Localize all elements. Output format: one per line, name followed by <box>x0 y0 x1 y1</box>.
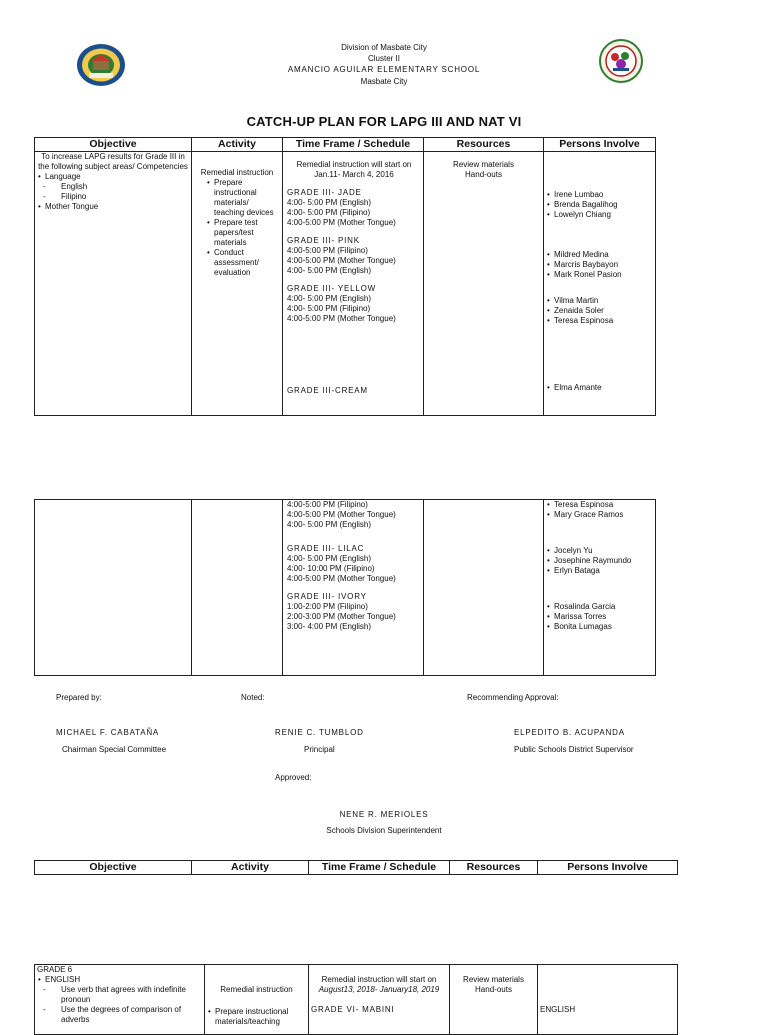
objective-cell <box>35 152 192 416</box>
schedule-line: 4:00-5:00 PM (Filipino) <box>287 246 368 255</box>
schedule-line: 4:00-5:00 PM (Mother Tongue) <box>287 218 396 227</box>
recommending-name: ELPEDITO B. ACUPANDA <box>514 728 625 737</box>
header-objective: Objective <box>35 138 192 152</box>
division-line: Division of Masbate City <box>341 43 427 52</box>
schedule-line: 2:00-3:00 PM (Mother Tongue) <box>287 612 396 621</box>
person-name: • Teresa Espinosa <box>546 316 653 326</box>
header-persons: Persons Involve <box>544 138 656 152</box>
section-title: GRADE III- JADE <box>287 188 362 197</box>
objective-item: - Use the degrees of comparison of adverbs <box>37 1005 202 1025</box>
activity-cell <box>192 152 283 416</box>
schedule-dates: August13, 2018- January18, 2019 <box>318 985 440 994</box>
person-name: • Elma Amante <box>546 383 653 393</box>
objective-mother-tongue: • Mother Tongue <box>37 202 189 212</box>
section-title: GRADE VI- MABINI <box>311 1005 395 1014</box>
recommending-approval-label: Recommending Approval: <box>467 693 559 702</box>
schedule-line: 4:00- 5:00 PM (English) <box>287 198 372 207</box>
catch-up-plan-table-continued <box>34 499 656 676</box>
cluster-line: Cluster II <box>367 54 400 63</box>
prepared-by-name: MICHAEL F. CABATAÑA <box>56 728 160 737</box>
person-name: • Erlyn Bataga <box>546 566 653 576</box>
schedule-line: 4:00-5:00 PM (Mother Tongue) <box>287 256 396 265</box>
section-title: GRADE III- PINK <box>287 236 360 245</box>
noted-name: RENIE C. TUMBLOD <box>275 728 364 737</box>
schedule-line: 4:00-5:00 PM (Mother Tongue) <box>287 574 396 583</box>
schedule-intro: Remedial instruction will start on Jan.11- March 4, 2016 <box>296 160 412 179</box>
header-resources: Resources <box>424 138 544 152</box>
schedule-line: 4:00- 5:00 PM (English) <box>287 520 372 529</box>
persons-cell <box>544 500 656 676</box>
activity-title: Remedial instruction <box>200 168 274 177</box>
header-time-frame: Time Frame / Schedule <box>283 138 424 152</box>
header-time-frame: Time Frame / Schedule <box>309 861 450 875</box>
objective-language: • Language <box>37 172 189 182</box>
person-name: • Josephine Raymundo <box>546 556 653 566</box>
header-activity: Activity <box>192 138 283 152</box>
person-name: • Rosalinda Garcia <box>546 602 653 612</box>
activity-item: • Prepare instructional materials/ teaching devices <box>206 178 280 218</box>
persons-cell <box>544 152 656 416</box>
person-name: • Bonita Lumagas <box>546 622 653 632</box>
person-name: • Lowelyn Chiang <box>546 210 653 220</box>
resources-cell <box>424 500 544 676</box>
person-name: • Marissa Torres <box>546 612 653 622</box>
person-name: • Teresa Espinosa <box>546 500 653 510</box>
section-title: GRADE III-CREAM <box>287 386 368 395</box>
schedule-line: 4:00- 10:00 PM (Filipino) <box>287 564 375 573</box>
activity-item: • Conduct assessment/ evaluation <box>206 248 280 278</box>
catch-up-plan-table-grade6-header <box>34 860 678 875</box>
activity-cell <box>192 500 283 676</box>
grade-label: GRADE 6 <box>37 965 73 974</box>
person-name: • Mark Ronel Pasion <box>546 270 653 280</box>
persons-cell <box>538 965 678 1035</box>
person-name: • Mary Grace Ramos <box>546 510 653 520</box>
header-activity: Activity <box>192 861 309 875</box>
schedule-intro: Remedial instruction will start on <box>321 975 437 984</box>
objective-text: To increase LAPG results for Grade III in the following subject areas/ Competencies <box>38 152 188 171</box>
approved-name: NENE R. MERIOLES <box>339 810 429 819</box>
person-name: • Mildred Medina <box>546 250 653 260</box>
catch-up-plan-table-grade6 <box>34 964 678 1035</box>
schedule-cell <box>309 965 450 1035</box>
schedule-line: 4:00- 5:00 PM (English) <box>287 266 372 275</box>
objective-cell <box>35 965 205 1035</box>
resource-item: Review materials <box>463 975 524 984</box>
schedule-cell <box>283 152 424 416</box>
person-name: • Brenda Bagalihog <box>546 200 653 210</box>
resource-item: Hand-outs <box>465 170 502 179</box>
prepared-by-label: Prepared by: <box>56 693 102 702</box>
catch-up-plan-table <box>34 137 656 416</box>
schedule-line: 4:00- 5:00 PM (English) <box>287 554 372 563</box>
page-title: CATCH-UP PLAN FOR LAPG III AND NAT VI <box>246 114 522 129</box>
person-name: • Vilma Martin <box>546 296 653 306</box>
noted-label: Noted: <box>241 693 265 702</box>
noted-role: Principal <box>304 745 335 754</box>
recommending-role: Public Schools District Supervisor <box>514 745 634 754</box>
section-title: GRADE III- LILAC <box>287 544 365 553</box>
schedule-cell <box>283 500 424 676</box>
resource-item: Review materials <box>453 160 514 169</box>
schedule-line: 4:00- 5:00 PM (Filipino) <box>287 304 371 313</box>
header-persons: Persons Involve <box>538 861 678 875</box>
section-title: GRADE III- IVORY <box>287 592 367 601</box>
schedule-line: 3:00- 4:00 PM (English) <box>287 622 372 631</box>
person-name: • Jocelyn Yu <box>546 546 653 556</box>
activity-item: • Prepare test papers/test materials <box>206 218 280 248</box>
approved-role: Schools Division Superintendent <box>326 826 442 835</box>
schedule-line: 4:00- 5:00 PM (English) <box>287 294 372 303</box>
activity-item: • Prepare instructional materials/teaching <box>207 1007 306 1027</box>
school-name: AMANCIO AGUILAR ELEMENTARY SCHOOL <box>287 65 481 74</box>
objective-cell <box>35 500 192 676</box>
subject-label: • ENGLISH <box>37 975 202 985</box>
activity-cell <box>205 965 309 1035</box>
activity-title: Remedial instruction <box>220 985 293 994</box>
header-resources: Resources <box>450 861 538 875</box>
schedule-line: 4:00-5:00 PM (Filipino) <box>287 500 368 509</box>
location-line: Masbate City <box>360 77 408 86</box>
persons-subject: ENGLISH <box>540 1005 576 1014</box>
objective-english: - English <box>37 182 189 192</box>
approved-label: Approved: <box>275 773 312 782</box>
section-title: GRADE III- YELLOW <box>287 284 377 293</box>
schedule-line: 1:00-2:00 PM (Filipino) <box>287 602 368 611</box>
header-objective: Objective <box>35 861 192 875</box>
person-name: • Zenaida Soler <box>546 306 653 316</box>
resources-cell <box>450 965 538 1035</box>
schedule-line: 4:00-5:00 PM (Mother Tongue) <box>287 510 396 519</box>
prepared-by-role: Chairman Special Committee <box>62 745 167 754</box>
resource-item: Hand-outs <box>475 985 512 994</box>
resources-cell <box>424 152 544 416</box>
schedule-line: 4:00- 5:00 PM (Filipino) <box>287 208 371 217</box>
schedule-line: 4:00-5:00 PM (Mother Tongue) <box>287 314 396 323</box>
person-name: • Marcris Baybayon <box>546 260 653 270</box>
objective-filipino: - Filipino <box>37 192 189 202</box>
person-name: • Irene Lumbao <box>546 190 653 200</box>
objective-item: - Use verb that agrees with indefinite pronoun <box>37 985 202 1005</box>
